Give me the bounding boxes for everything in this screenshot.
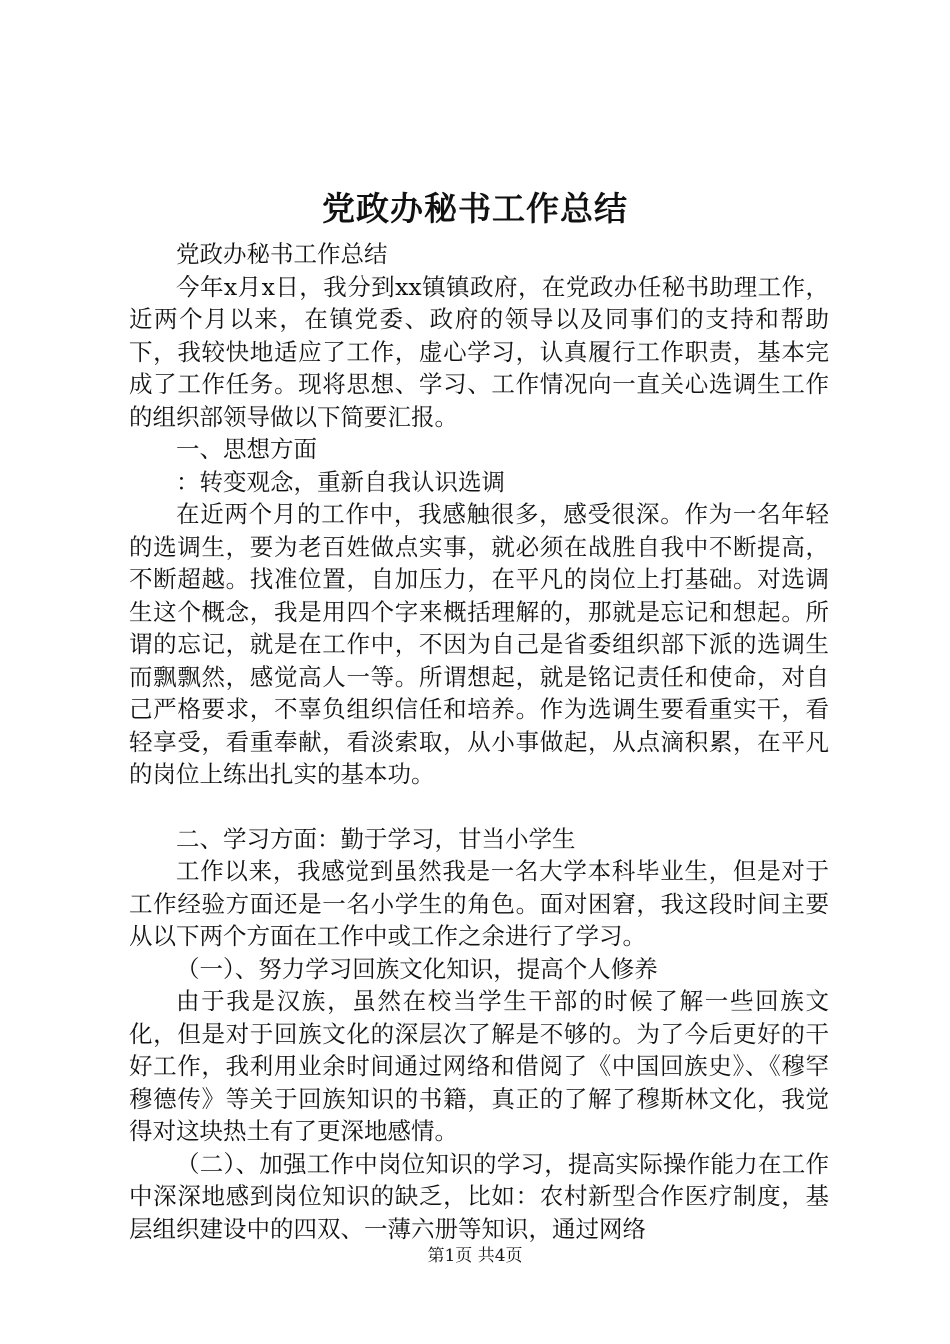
document-title: 党政办秘书工作总结 <box>322 189 628 228</box>
paragraph-study-one-body: 由于我是汉族，虽然在校当学生干部的时候了解一些回族文化，但是对于回族文化的深层次了解是不够的。为了今后更好的干好工作，我利用业余时间通过网络和借阅了《中国回族史》、《穆罕穆德传》等关于回族知识的书籍，真正的了解了穆斯林文化，我觉得对这块热土有了更深地感情。 <box>129 987 829 1145</box>
paragraph-study-intro: 工作以来，我感觉到虽然我是一名大学本科毕业生，但是对于工作经验方面还是一名小学生的角色。面对困窘，我这段时间主要从以下两个方面在工作中或工作之余进行了学习。 <box>129 857 829 950</box>
paragraph-study-two: （二）、加强工作中岗位知识的学习，提高实际操作能力在工作中深深地感到岗位知识的缺乏，比如：农村新型合作医疗制度，基层组织建设中的四双、一薄六册等知识，通过网络 <box>129 1149 829 1243</box>
section-heading-thought: 一、思想方面 <box>176 435 317 463</box>
page-number-footer: 第1页 共4页 <box>427 1246 523 1266</box>
paragraph-thought-body: 在近两个月的工作中，我感触很多，感受很深。作为一名年轻的选调生，要为老百姓做点实事，就必须在战胜自我中不断提高，不断超越。找准位置，自加压力，在平凡的岗位上打基础。对选调生这个概念，我是用四个字来概括理解的，那就是忘记和想起。所谓的忘记，就是在工作中，不因为自己是省委组织部下派的选调生而飘飘然，感觉高人一等。所谓想起，就是铭记责任和使命，对自己严格要求，不辜负组织信任和培养。作为选调生要看重实干，看轻享受，看重奉献，看淡索取，从小事做起，从点滴积累，在平凡的岗位上练出扎实的基本功。 <box>129 500 829 788</box>
section-heading-study: 二、学习方面：勤于学习，甘当小学生 <box>176 824 576 853</box>
document-body <box>129 238 829 1245</box>
paragraph-intro: 今年x月x日，我分到xx镇镇政府，在党政办任秘书助理工作，近两个月以来，在镇党委、政府的领导以及同事们的支持和帮助下，我较快地适应了工作，虚心学习，认真履行工作职责，基本完成了工作任务。现将思想、学习、工作情况向一直关心选调生工作的组织部领导做以下简要汇报。 <box>129 272 829 431</box>
subheading-change-concept: ：转变观念，重新自我认识选调 <box>176 467 505 496</box>
paragraph-heading-repeat: 党政办秘书工作总结 <box>176 240 388 268</box>
subheading-study-one: （一）、努力学习回族文化知识，提高个人修养 <box>176 954 658 983</box>
